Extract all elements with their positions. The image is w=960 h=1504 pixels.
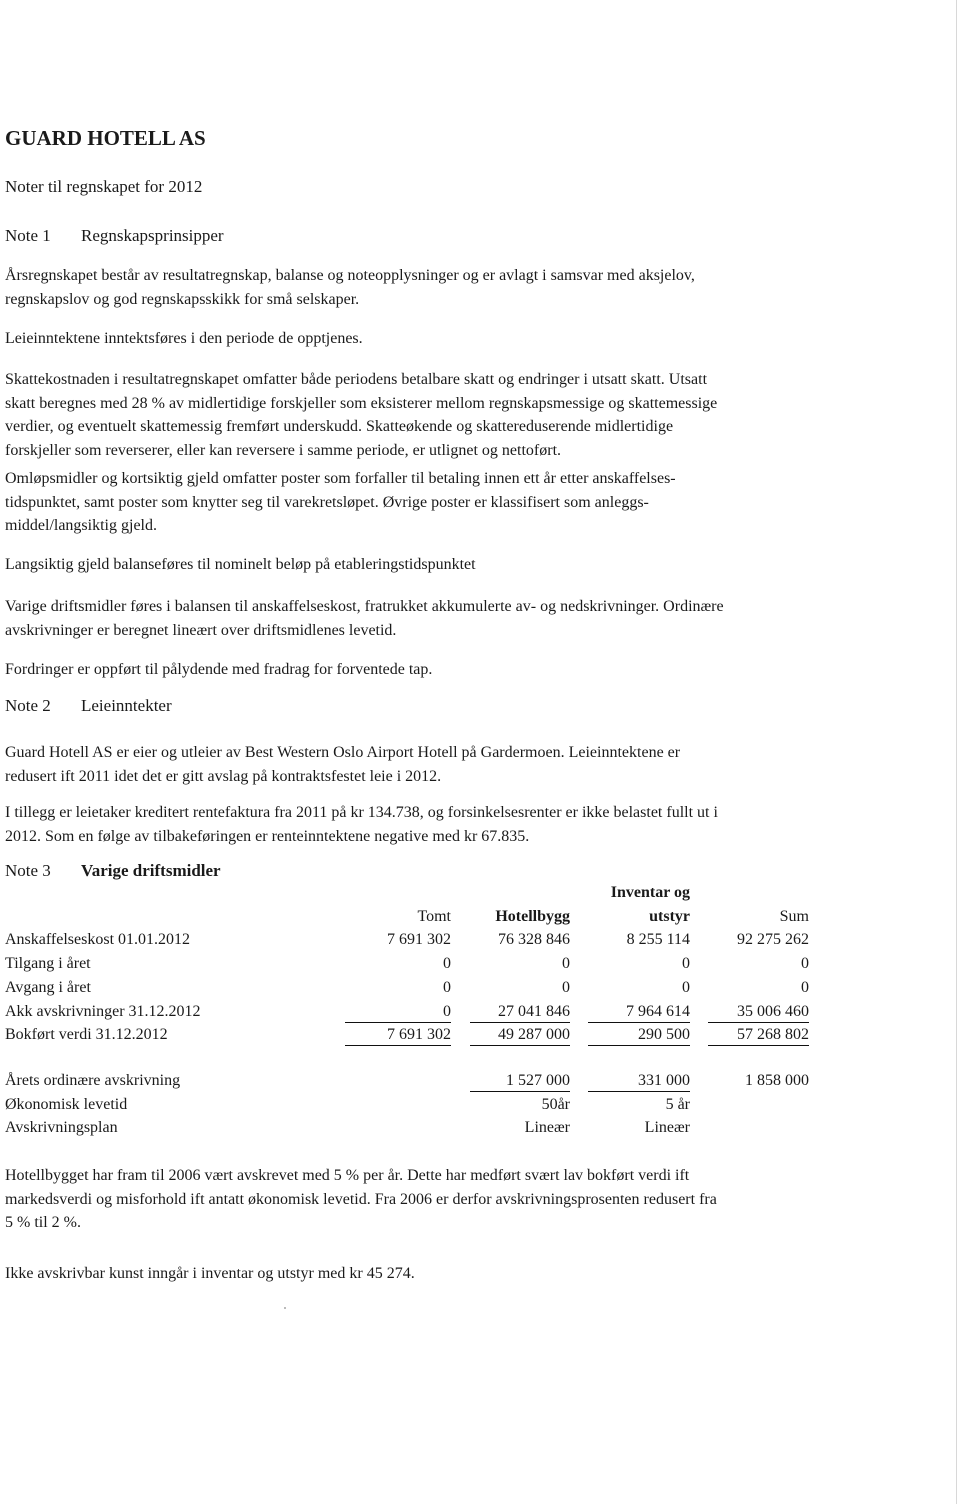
note1-paragraph-current-assets <box>5 467 805 538</box>
cell-hotellbygg: 50år <box>541 1096 570 1113</box>
note1-paragraph-fixed-assets <box>5 595 805 642</box>
table-header <box>0 908 960 932</box>
cell-hotellbygg: 0 <box>562 955 570 972</box>
paragraph-line: redusert ift 2011 idet det er gitt avslag på kontraktsfestet leie i 2012. <box>5 767 442 785</box>
row-label: Bokført verdi 31.12.2012 <box>5 1026 168 1043</box>
cell-hotellbygg: 0 <box>562 979 570 996</box>
paragraph-line: Fordringer er oppført til pålydende med fradrag for forventede tap. <box>5 661 433 678</box>
page-edge <box>956 0 957 1504</box>
cell-inventar: 5 år <box>665 1096 690 1113</box>
table-header-top <box>0 884 960 908</box>
table-row <box>0 955 960 979</box>
cell-inventar: 7 964 614 <box>588 1003 690 1023</box>
column-header-top: Inventar og <box>610 884 690 901</box>
note1-number: Note 1 <box>5 226 51 245</box>
row-label: Årets ordinære avskrivning <box>5 1072 181 1089</box>
table-row <box>0 931 960 955</box>
note2-heading <box>5 696 172 716</box>
paragraph-line: Langsiktig gjeld balanseføres til nominelt beløp på etableringstidspunktet <box>5 556 476 573</box>
cell-tomt: 7 691 302 <box>387 931 451 948</box>
table-row <box>0 1119 960 1143</box>
note2-number: Note 2 <box>5 696 51 715</box>
cell-tomt: 0 <box>443 955 451 972</box>
note1-heading <box>5 226 224 246</box>
cell-inventar: 0 <box>682 955 690 972</box>
cell-sum: 92 275 262 <box>737 931 809 948</box>
paragraph-line: 2012. Som en følge av tilbakeføringen er renteinntektene negative med kr 67.835. <box>5 827 530 845</box>
cell-inventar: 290 500 <box>588 1026 690 1046</box>
paragraph-line: Leieinntektene inntektsføres i den periode de opptjenes. <box>5 330 363 347</box>
cell-inventar: 331 000 <box>588 1072 690 1092</box>
paragraph-line: I tillegg er leietaker kreditert rentefaktura fra 2011 på kr 134.738, og forsinkelsesrenter er ikke belastet fullt ut i <box>5 804 718 821</box>
paragraph-line: Hotellbygget har fram til 2006 vært avskrevet med 5 % per år. Dette har medført svært lav bokført verdi ift <box>5 1167 690 1184</box>
table-row <box>0 979 960 1003</box>
row-label: Avgang i året <box>5 979 91 996</box>
cell-tomt: 0 <box>345 1003 451 1023</box>
row-label: Akk avskrivninger 31.12.2012 <box>5 1003 201 1020</box>
cell-tomt: 7 691 302 <box>345 1026 451 1046</box>
note1-paragraph-principles <box>5 264 805 311</box>
table-row <box>0 1003 960 1027</box>
paragraph-line: Omløpsmidler og kortsiktig gjeld omfatter poster som forfaller til betaling innen ett år etter anskaffelses- <box>5 470 676 487</box>
paragraph-line: avskrivninger er beregnet lineært over driftsmidlenes levetid. <box>5 621 397 639</box>
paragraph-line: forskjeller som reverserer, eller kan reversere i samme periode, er utlignet og nettoført. <box>5 441 562 459</box>
cell-hotellbygg: 27 041 846 <box>470 1003 570 1023</box>
table-row <box>0 1072 960 1096</box>
cell-sum: 0 <box>801 979 809 996</box>
table-row <box>0 1026 960 1050</box>
paragraph-line: regnskapslov og god regnskapsskikk for små selskaper. <box>5 290 360 308</box>
note2-paragraph-interest <box>5 801 805 848</box>
note1-paragraph-receivables <box>5 658 805 682</box>
cell-sum: 1 858 000 <box>745 1072 809 1089</box>
row-label: Anskaffelseskost 01.01.2012 <box>5 931 191 948</box>
notes-subtitle: Noter til regnskapet for 2012 <box>5 177 203 196</box>
note3-title: Varige driftsmidler <box>81 861 221 880</box>
paragraph-line: verdier, og eventuelt skattemessig fremført underskudd. Skatteøkende og skattereduserende midlertidige <box>5 418 674 435</box>
paragraph-line: middel/langsiktig gjeld. <box>5 517 157 534</box>
cell-inventar: 8 255 114 <box>626 931 690 948</box>
note3-heading <box>5 861 221 881</box>
note1-paragraph-tax <box>5 368 805 462</box>
note3-number: Note 3 <box>5 861 51 880</box>
paragraph-line: Guard Hotell AS er eier og utleier av Best Western Oslo Airport Hotell på Gardermoen. Leieinntektene er <box>5 744 681 761</box>
row-label: Tilgang i året <box>5 955 91 972</box>
paragraph-line: Ikke avskrivbar kunst inngår i inventar og utstyr med kr 45 274. <box>5 1265 415 1282</box>
cell-inventar: Lineær <box>644 1119 690 1136</box>
table-row <box>0 1096 960 1120</box>
cell-hotellbygg: Lineær <box>524 1119 570 1136</box>
cell-hotellbygg: 76 328 846 <box>498 931 570 948</box>
column-header-inventar: utstyr <box>649 908 690 925</box>
scan-speck <box>284 1307 286 1309</box>
cell-hotellbygg: 49 287 000 <box>470 1026 570 1046</box>
cell-sum: 35 006 460 <box>708 1003 809 1023</box>
note1-title: Regnskapsprinsipper <box>81 226 224 245</box>
row-label: Økonomisk levetid <box>5 1096 128 1113</box>
column-header-sum: Sum <box>779 908 809 925</box>
column-header-hotellbygg: Hotellbygg <box>495 908 570 925</box>
note1-paragraph-revenue <box>5 327 805 351</box>
paragraph-line: skatt beregnes med 28 % av midlertidige forskjeller som eksisterer mellom regnskapsmessige og skattemessige <box>5 394 718 412</box>
cell-sum: 0 <box>801 955 809 972</box>
cell-hotellbygg: 1 527 000 <box>470 1072 570 1092</box>
cell-sum: 57 268 802 <box>708 1026 809 1046</box>
paragraph-line: 5 % til 2 %. <box>5 1214 81 1231</box>
paragraph-line: Skattekostnaden i resultatregnskapet omfatter både periodens betalbare skatt og endringer i utsatt skatt. Utsatt <box>5 371 708 388</box>
paragraph-line: markedsverdi og misforhold ift antatt økonomisk levetid. Fra 2006 er derfor avskrivningsprosenten redusert fra <box>5 1190 717 1208</box>
paragraph-line: tidspunktet, samt poster som knytter seg til varekretsløpet. Øvrige poster er klassifisert som anleggs- <box>5 493 649 511</box>
paragraph-line: Årsregnskapet består av resultatregnskap, balanse og noteopplysninger og er avlagt i samsvar med aksjelov, <box>5 267 695 284</box>
column-header-tomt: Tomt <box>417 908 451 925</box>
note3-paragraph-depreciation <box>5 1164 805 1235</box>
company-title: GUARD HOTELL AS <box>5 126 206 150</box>
note2-paragraph-lease <box>5 741 805 788</box>
cell-tomt: 0 <box>443 979 451 996</box>
cell-inventar: 0 <box>682 979 690 996</box>
row-label: Avskrivningsplan <box>5 1119 118 1136</box>
note3-paragraph-art <box>5 1262 805 1286</box>
paragraph-line: Varige driftsmidler føres i balansen til anskaffelseskost, fratrukket akkumulerte av- og nedskrivninger. Ordinære <box>5 598 724 615</box>
note2-title: Leieinntekter <box>81 696 172 715</box>
note1-paragraph-longterm-debt <box>5 553 805 577</box>
